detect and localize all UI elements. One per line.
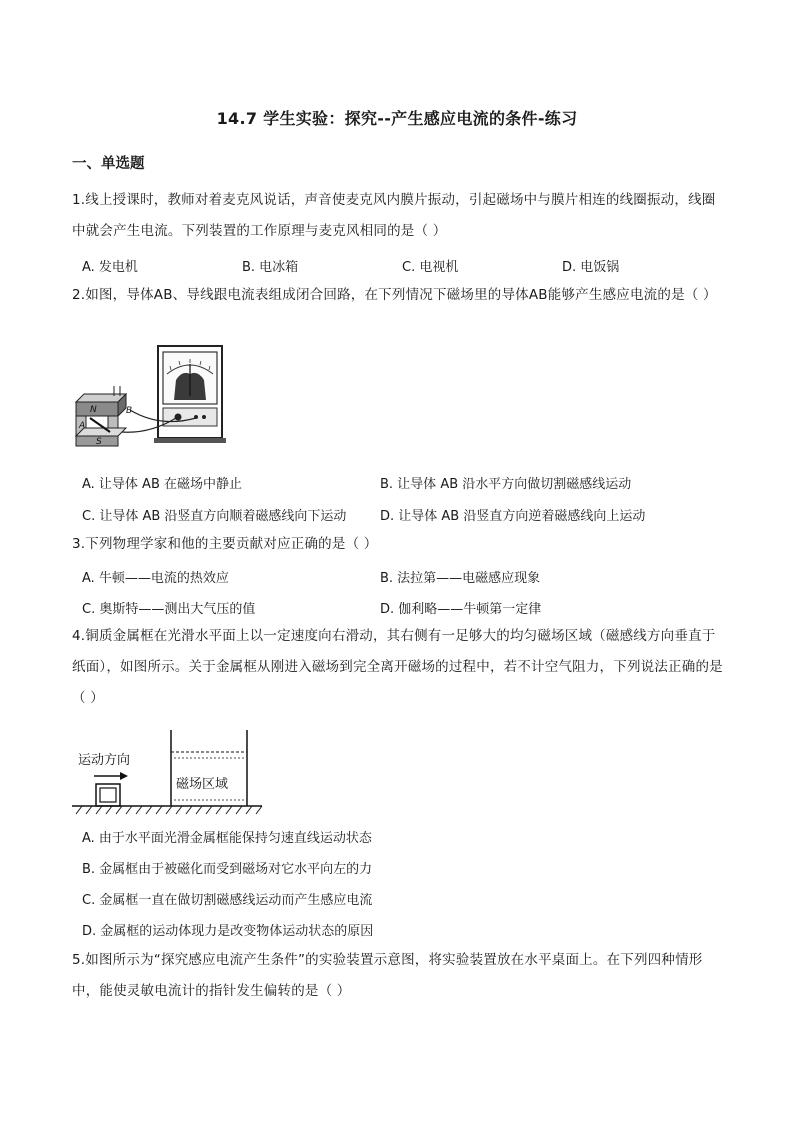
section-heading: 一、单选题 <box>72 156 145 172</box>
motion-direction-label: 运动方向 <box>78 753 131 768</box>
label-b: B <box>126 406 133 416</box>
q1-option-d: D. 电饭锅 <box>562 260 620 275</box>
q2-option-a: A. 让导体 AB 在磁场中静止 <box>82 477 243 492</box>
q4-option-a: A. 由于水平面光滑金属框能保持匀速直线运动状态 <box>82 831 372 846</box>
label-n: N <box>90 405 97 415</box>
q1-option-a: A. 发电机 <box>82 260 138 275</box>
q3-option-a: A. 牛顿——电流的热效应 <box>82 571 229 586</box>
magnetic-field-label: 磁场区域 <box>176 777 229 792</box>
question-1-stem: 1.线上授课时，教师对着麦克风说话，声音使麦克风内膜片振动，引起磁场中与膜片相连的线圈振动，线圈中就会产生电流。下列装置的工作原理与麦克风相同的是（ ） <box>72 192 716 239</box>
question-4-stem: 4.铜质金属框在光滑水平面上以一定速度向右滑动，其右侧有一足够大的均匀磁场区域（磁感线方向垂直于纸面），如图所示。关于金属框从刚进入磁场到完全离开磁场的过程中，若不计空气阻力，下列说法正确的是（ ） <box>72 628 723 706</box>
q3-option-b: B. 法拉第——电磁感应现象 <box>380 571 541 586</box>
metal-frame-inner <box>100 788 116 802</box>
q3-option-c: C. 奥斯特——测出大气压的值 <box>82 602 256 617</box>
q2-option-b: B. 让导体 AB 沿水平方向做切割磁感线运动 <box>380 477 632 492</box>
q4-option-b: B. 金属框由于被磁化而受到磁场对它水平向左的力 <box>82 862 373 877</box>
q2-option-c: C. 让导体 AB 沿竖直方向顺着磁感线向下运动 <box>82 509 347 524</box>
question-4-figure <box>70 726 265 816</box>
q4-option-d: D. 金属框的运动体现力是改变物体运动状态的原因 <box>82 924 374 939</box>
label-a: A <box>79 421 86 431</box>
q1-option-b: B. 电冰箱 <box>242 260 299 275</box>
galvanometer-figure <box>154 346 226 443</box>
q4-option-c: C. 金属框一直在做切割磁感线运动而产生感应电流 <box>82 893 373 908</box>
u-magnet-figure <box>76 386 132 447</box>
q3-option-d: D. 伽利略——牛顿第一定律 <box>380 602 542 617</box>
q2-option-d: D. 让导体 AB 沿竖直方向逆着磁感线向上运动 <box>380 509 646 524</box>
page-title: 14.7 学生实验：探究--产生感应电流的条件-练习 <box>216 109 578 128</box>
question-2-stem: 2.如图，导体AB、导线跟电流表组成闭合回路，在下列情况下磁场里的导体AB能够产生感应电流的是（ ） <box>72 287 717 303</box>
motion-arrow-head-icon <box>120 772 128 780</box>
question-3-stem: 3.下列物理学家和他的主要贡献对应正确的是（ ） <box>72 536 378 552</box>
question-2-figure <box>70 340 240 450</box>
question-5-stem: 5.如图所示为“探究感应电流产生条件”的实验装置示意图，将实验装置放在水平桌面上。在下列四种情形中，能使灵敏电流计的指针发生偏转的是（ ） <box>72 952 703 999</box>
label-s: S <box>96 437 102 447</box>
q1-option-c: C. 电视机 <box>402 260 459 275</box>
